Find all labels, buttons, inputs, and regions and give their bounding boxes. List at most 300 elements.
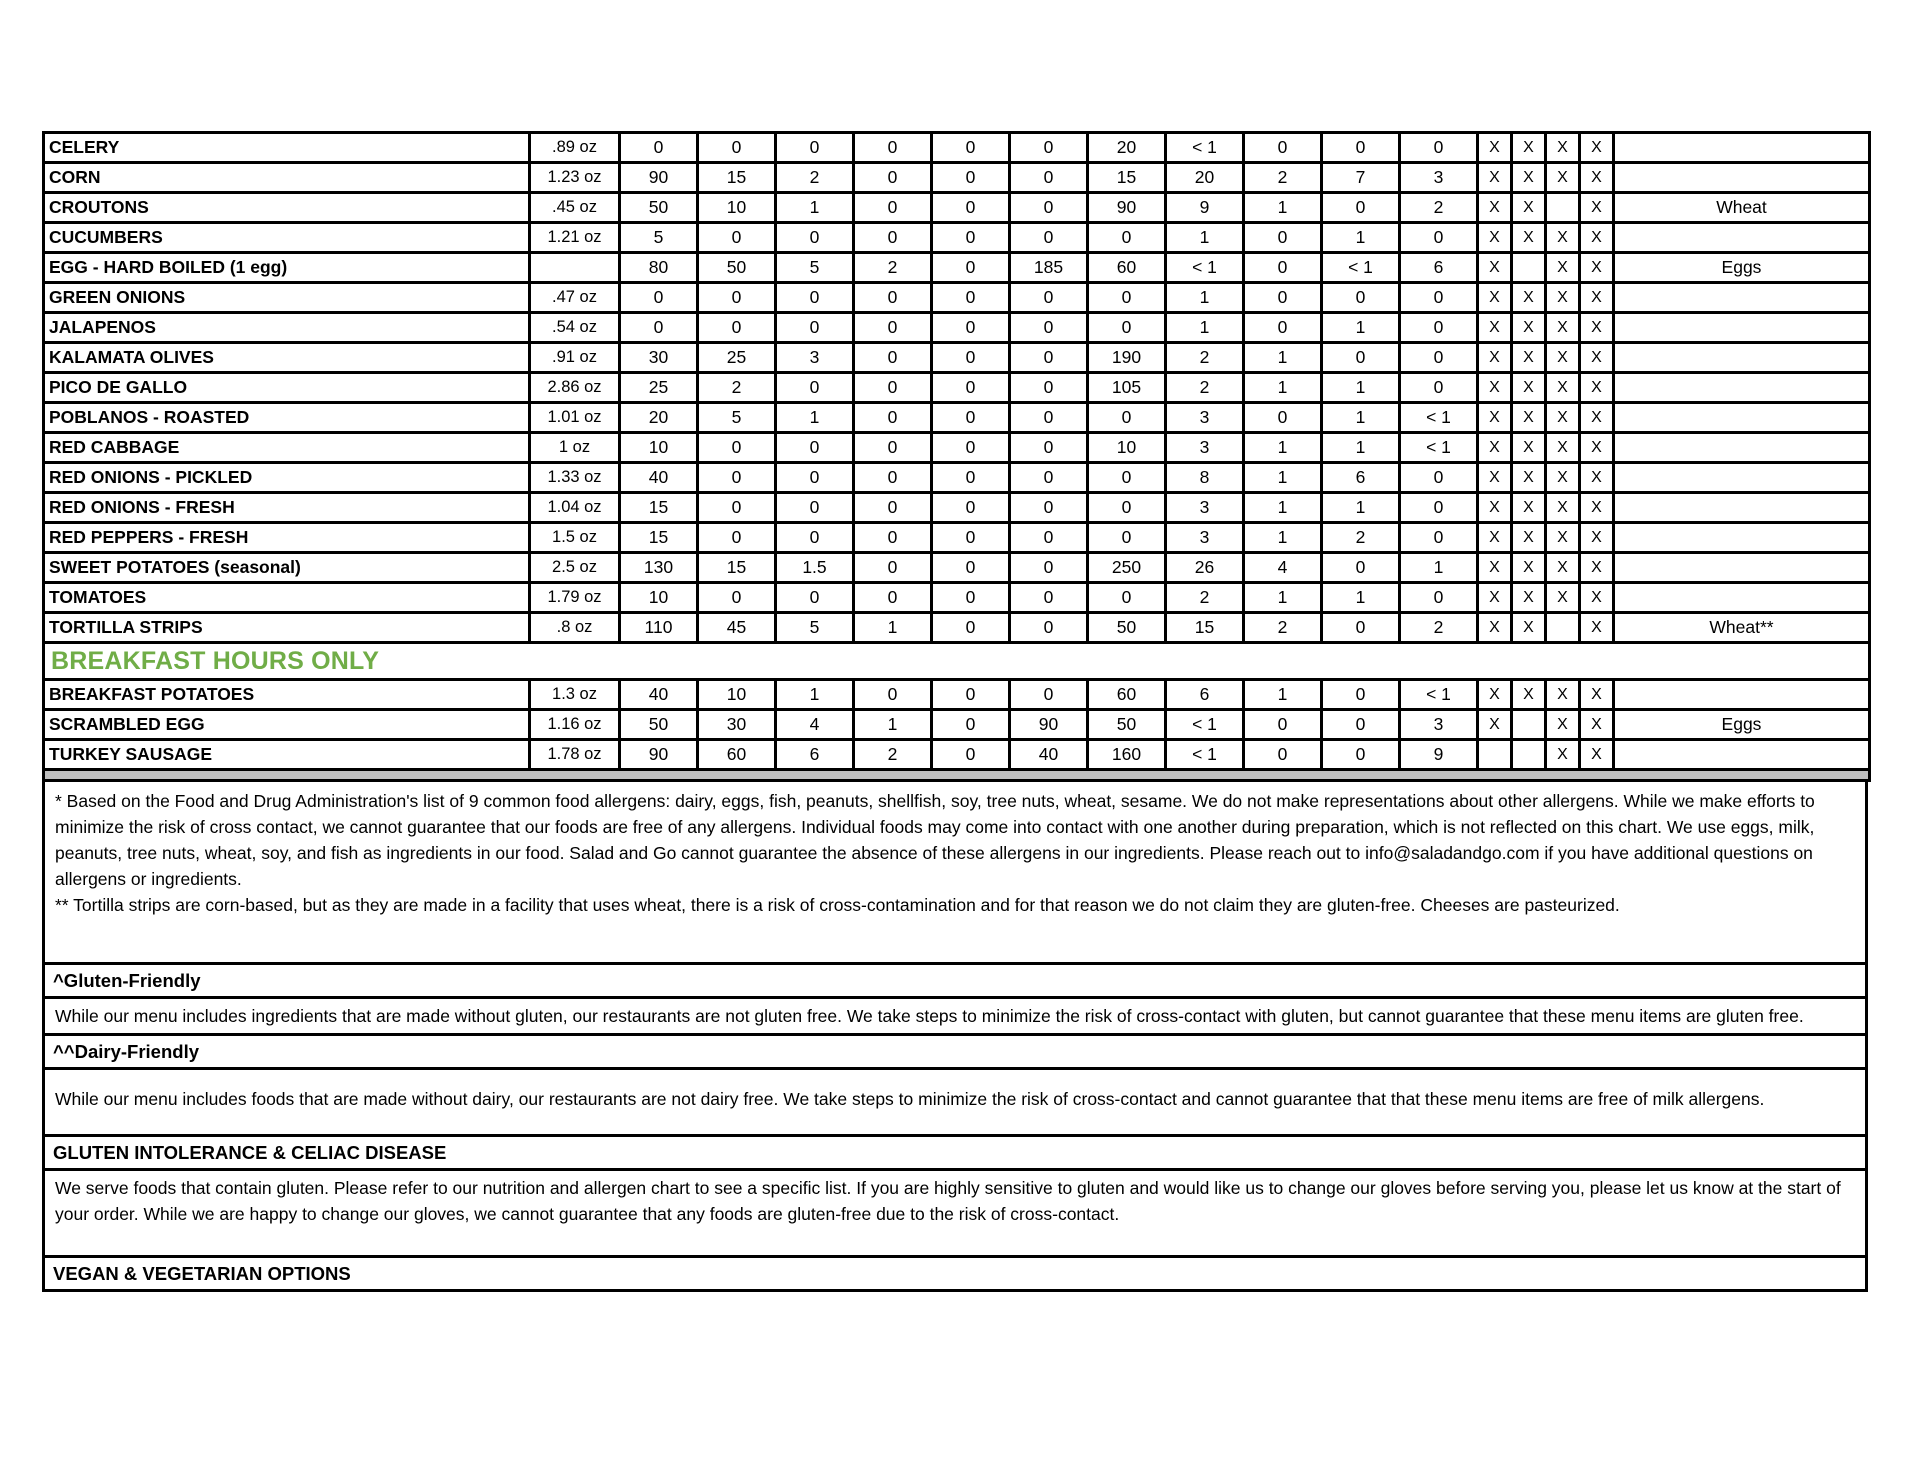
nutrition-value: 5 [776, 253, 854, 283]
nutrition-value: 4 [1244, 553, 1322, 583]
nutrition-value: 15 [1088, 163, 1166, 193]
nutrition-value: 0 [1322, 193, 1400, 223]
nutrition-value: 0 [1010, 343, 1088, 373]
diet-mark: X [1478, 463, 1512, 493]
nutrition-value: 15 [1166, 613, 1244, 643]
tortilla-strips-note: ** Tortilla strips are corn-based, but as they are made in a facility that uses wheat, there is a risk of cross-contamination and for that reason we do not claim they are gluten-free. Cheeses are pasteurized. [55, 895, 1620, 915]
nutrition-value: 0 [854, 463, 932, 493]
table-row [44, 193, 1870, 223]
nutrition-value: 0 [776, 283, 854, 313]
nutrition-value: 0 [932, 740, 1010, 770]
nutrition-value: 0 [1400, 223, 1478, 253]
serving-size: 1.3 oz [530, 680, 620, 710]
diet-mark: X [1512, 680, 1546, 710]
nutrition-value: 1 [1322, 403, 1400, 433]
allergen-note: Eggs [1614, 710, 1870, 740]
nutrition-value: 0 [698, 583, 776, 613]
ingredient-name: CORN [44, 163, 530, 193]
nutrition-value: 0 [1244, 133, 1322, 163]
table-row [44, 223, 1870, 253]
diet-mark: X [1512, 493, 1546, 523]
nutrition-value: 0 [932, 133, 1010, 163]
diet-mark: X [1478, 223, 1512, 253]
allergen-note [1614, 283, 1870, 313]
nutrition-value: 1 [1322, 223, 1400, 253]
table-row [44, 163, 1870, 193]
nutrition-value: 30 [620, 343, 698, 373]
nutrition-value: 1 [1322, 583, 1400, 613]
diet-mark: X [1580, 223, 1614, 253]
nutrition-value: 0 [776, 493, 854, 523]
allergen-note [1614, 223, 1870, 253]
diet-mark: X [1546, 493, 1580, 523]
nutrition-value: 2 [1400, 193, 1478, 223]
ingredient-name: PICO DE GALLO [44, 373, 530, 403]
ingredient-name: JALAPENOS [44, 313, 530, 343]
nutrition-value: 3 [1166, 493, 1244, 523]
nutrition-value: 10 [1088, 433, 1166, 463]
nutrition-value: 0 [932, 343, 1010, 373]
diet-mark: X [1546, 463, 1580, 493]
nutrition-value: 90 [620, 740, 698, 770]
nutrition-value: 0 [1010, 553, 1088, 583]
dairy-friendly-heading: ^^Dairy-Friendly [42, 1033, 1868, 1070]
nutrition-value: 0 [854, 193, 932, 223]
nutrition-value: 60 [1088, 253, 1166, 283]
diet-mark: X [1512, 373, 1546, 403]
nutrition-value: 1 [1166, 283, 1244, 313]
nutrition-value: 0 [776, 433, 854, 463]
nutrition-value: 0 [854, 163, 932, 193]
nutrition-value: 0 [1322, 553, 1400, 583]
nutrition-value: 0 [1400, 583, 1478, 613]
table-row [44, 343, 1870, 373]
nutrition-value: 5 [776, 613, 854, 643]
allergen-note [1614, 163, 1870, 193]
nutrition-value: 60 [1088, 680, 1166, 710]
ingredient-name: EGG - HARD BOILED (1 egg) [44, 253, 530, 283]
nutrition-value: 0 [1322, 283, 1400, 313]
nutrition-value: 0 [1088, 523, 1166, 553]
nutrition-value: 0 [932, 680, 1010, 710]
nutrition-value: 0 [1010, 433, 1088, 463]
nutrition-value: 1 [1322, 433, 1400, 463]
nutrition-value: 0 [1010, 223, 1088, 253]
diet-mark: X [1512, 433, 1546, 463]
nutrition-value: 1 [1244, 343, 1322, 373]
nutrition-value: 0 [1322, 710, 1400, 740]
nutrition-value: 0 [1088, 463, 1166, 493]
diet-mark: X [1478, 313, 1512, 343]
diet-mark [1478, 740, 1512, 770]
nutrition-value: 90 [620, 163, 698, 193]
nutrition-value: 1 [776, 680, 854, 710]
nutrition-value: 0 [854, 553, 932, 583]
ingredient-name: RED ONIONS - FRESH [44, 493, 530, 523]
vegan-vegetarian-heading: VEGAN & VEGETARIAN OPTIONS [42, 1255, 1868, 1292]
allergen-note [1614, 373, 1870, 403]
nutrition-value: 1 [854, 613, 932, 643]
diet-mark: X [1478, 710, 1512, 740]
diet-mark: X [1512, 343, 1546, 373]
table-row [44, 283, 1870, 313]
nutrition-value: 0 [1322, 680, 1400, 710]
diet-mark: X [1580, 433, 1614, 463]
diet-mark [1512, 253, 1546, 283]
table-row [44, 433, 1870, 463]
nutrition-value: 50 [620, 710, 698, 740]
breakfast-section-header: BREAKFAST HOURS ONLY [44, 643, 1870, 680]
diet-mark: X [1580, 740, 1614, 770]
nutrition-value: 6 [1322, 463, 1400, 493]
serving-size: .45 oz [530, 193, 620, 223]
table-row [44, 553, 1870, 583]
table-row [44, 523, 1870, 553]
nutrition-value: 1 [1244, 493, 1322, 523]
allergen-note [1614, 740, 1870, 770]
diet-mark: X [1478, 583, 1512, 613]
diet-mark: X [1546, 373, 1580, 403]
ingredient-name: POBLANOS - ROASTED [44, 403, 530, 433]
nutrition-value: 0 [1010, 283, 1088, 313]
nutrition-value: 1 [1322, 493, 1400, 523]
nutrition-value: 10 [620, 583, 698, 613]
nutrition-value: 0 [1010, 680, 1088, 710]
breakfast-rows [44, 680, 1870, 770]
fda-allergen-note: * Based on the Food and Drug Administration's list of 9 common food allergens: dairy, eggs, fish, peanuts, shellfish, soy, tree nuts, wheat, sesame. We do not make representations about other allergens. While we make efforts to minimize the risk of cross contact, we cannot guarantee that our foods are free of any allergens. Individual foods may come into contact with one another during preparation, which is not reflected on this chart. We use eggs, milk, peanuts, tree nuts, wheat, soy, and fish as ingredients in our food. Salad and Go cannot guarantee the absence of these allergens in our ingredients. Please reach out to info@saladandgo.com if you have additional questions on allergens or ingredients. [55, 791, 1815, 889]
nutrition-value: 3 [776, 343, 854, 373]
nutrition-value: 2 [1166, 583, 1244, 613]
nutrition-value: 0 [1244, 253, 1322, 283]
nutrition-value: 0 [1088, 403, 1166, 433]
nutrition-value: 90 [1088, 193, 1166, 223]
nutrition-value: 0 [1244, 403, 1322, 433]
diet-mark: X [1478, 433, 1512, 463]
nutrition-value: 0 [932, 553, 1010, 583]
diet-mark: X [1512, 193, 1546, 223]
diet-mark: X [1512, 283, 1546, 313]
diet-mark: X [1546, 283, 1580, 313]
nutrition-value: 3 [1166, 523, 1244, 553]
nutrition-value: 2 [1166, 343, 1244, 373]
table-row [44, 740, 1870, 770]
table-row [44, 403, 1870, 433]
allergen-note [1614, 463, 1870, 493]
table-row [44, 643, 1870, 680]
nutrition-value: 0 [1010, 523, 1088, 553]
nutrition-value: 1 [1244, 583, 1322, 613]
table-row [44, 133, 1870, 163]
diet-mark: X [1512, 223, 1546, 253]
allergen-note [1614, 133, 1870, 163]
nutrition-value: 2 [1166, 373, 1244, 403]
nutrition-value: 1 [1244, 680, 1322, 710]
nutrition-value: 6 [1400, 253, 1478, 283]
table-row [44, 253, 1870, 283]
nutrition-value: 0 [932, 523, 1010, 553]
diet-mark: X [1580, 193, 1614, 223]
serving-size: 1.01 oz [530, 403, 620, 433]
nutrition-value: 0 [1244, 313, 1322, 343]
diet-mark: X [1546, 710, 1580, 740]
nutrition-value: 15 [698, 553, 776, 583]
nutrition-value: 185 [1010, 253, 1088, 283]
diet-mark: X [1478, 373, 1512, 403]
nutrition-value: 15 [620, 493, 698, 523]
allergen-footnotes [42, 779, 1868, 965]
nutrition-value: 0 [776, 133, 854, 163]
ingredient-name: SCRAMBLED EGG [44, 710, 530, 740]
diet-mark: X [1478, 343, 1512, 373]
nutrition-value: 0 [1400, 463, 1478, 493]
nutrition-value: 1 [1244, 433, 1322, 463]
nutrition-value: 0 [1088, 493, 1166, 523]
nutrition-value: 40 [620, 463, 698, 493]
nutrition-value: 0 [1400, 343, 1478, 373]
nutrition-value: 26 [1166, 553, 1244, 583]
nutrition-value: 1 [1244, 523, 1322, 553]
nutrition-value: 1 [1166, 223, 1244, 253]
nutrition-value: 0 [932, 613, 1010, 643]
nutrition-value: 15 [620, 523, 698, 553]
nutrition-value: 0 [854, 493, 932, 523]
diet-mark: X [1580, 463, 1614, 493]
diet-mark: X [1546, 313, 1580, 343]
table-row [44, 613, 1870, 643]
nutrition-value: 8 [1166, 463, 1244, 493]
ingredient-name: RED PEPPERS - FRESH [44, 523, 530, 553]
nutrition-value: 0 [932, 313, 1010, 343]
nutrition-value: < 1 [1400, 403, 1478, 433]
diet-mark: X [1546, 433, 1580, 463]
nutrition-value: 5 [620, 223, 698, 253]
gluten-friendly-body: While our menu includes ingredients that are made without gluten, our restaurants are not gluten free. We take steps to minimize the risk of cross-contact with gluten, but cannot guarantee that these menu items are gluten free. [42, 996, 1868, 1036]
nutrition-value: 0 [854, 680, 932, 710]
diet-mark: X [1580, 553, 1614, 583]
nutrition-value: 80 [620, 253, 698, 283]
allergen-note [1614, 553, 1870, 583]
diet-mark: X [1580, 613, 1614, 643]
nutrition-value: 0 [1010, 493, 1088, 523]
nutrition-value: 0 [698, 493, 776, 523]
allergen-note: Wheat** [1614, 613, 1870, 643]
nutrition-value: 0 [854, 583, 932, 613]
nutrition-value: 0 [776, 373, 854, 403]
nutrition-value: 2 [1400, 613, 1478, 643]
nutrition-value: 2 [854, 253, 932, 283]
nutrition-value: 50 [1088, 710, 1166, 740]
diet-mark: X [1512, 463, 1546, 493]
nutrition-value: 9 [1400, 740, 1478, 770]
nutrition-value: 25 [620, 373, 698, 403]
nutrition-value: 0 [932, 223, 1010, 253]
table-row [44, 680, 1870, 710]
nutrition-value: 0 [698, 433, 776, 463]
nutrition-value: 3 [1400, 163, 1478, 193]
nutrition-value: 0 [1088, 223, 1166, 253]
diet-mark: X [1478, 283, 1512, 313]
allergen-note: Wheat [1614, 193, 1870, 223]
nutrition-value: 3 [1166, 403, 1244, 433]
diet-mark: X [1546, 133, 1580, 163]
nutrition-value: 1 [1244, 193, 1322, 223]
serving-size: 2.86 oz [530, 373, 620, 403]
diet-mark: X [1546, 583, 1580, 613]
allergen-note [1614, 313, 1870, 343]
diet-mark: X [1546, 553, 1580, 583]
allergen-note [1614, 343, 1870, 373]
nutrition-value: < 1 [1322, 253, 1400, 283]
diet-mark: X [1546, 740, 1580, 770]
nutrition-value: 0 [932, 283, 1010, 313]
allergen-note [1614, 433, 1870, 463]
nutrition-value: 1 [1400, 553, 1478, 583]
ingredient-name: CROUTONS [44, 193, 530, 223]
nutrition-value: 1 [1322, 313, 1400, 343]
nutrition-value: 0 [1010, 403, 1088, 433]
nutrition-value: 2 [698, 373, 776, 403]
nutrition-value: 0 [1322, 740, 1400, 770]
diet-mark [1512, 710, 1546, 740]
nutrition-value: 15 [698, 163, 776, 193]
nutrition-value: 0 [854, 433, 932, 463]
ingredients-table [42, 131, 1871, 782]
nutrition-value: 0 [1400, 373, 1478, 403]
nutrition-value: 40 [620, 680, 698, 710]
ingredient-name: RED CABBAGE [44, 433, 530, 463]
nutrition-value: 1 [1244, 373, 1322, 403]
diet-mark: X [1512, 583, 1546, 613]
diet-mark: X [1580, 403, 1614, 433]
allergen-note [1614, 493, 1870, 523]
nutrition-value: 0 [854, 523, 932, 553]
diet-mark: X [1580, 163, 1614, 193]
nutrition-value: 0 [854, 133, 932, 163]
nutrition-value: 0 [932, 403, 1010, 433]
serving-size: 1 oz [530, 433, 620, 463]
serving-size: .47 oz [530, 283, 620, 313]
nutrition-value: 0 [1400, 493, 1478, 523]
nutrition-value: 0 [1010, 613, 1088, 643]
nutrition-value: 0 [698, 223, 776, 253]
ingredient-name: SWEET POTATOES (seasonal) [44, 553, 530, 583]
nutrition-value: < 1 [1400, 433, 1478, 463]
celiac-heading: GLUTEN INTOLERANCE & CELIAC DISEASE [42, 1134, 1868, 1171]
diet-mark: X [1478, 613, 1512, 643]
diet-mark: X [1546, 403, 1580, 433]
nutrition-value: < 1 [1166, 710, 1244, 740]
nutrition-value: 0 [1322, 343, 1400, 373]
diet-mark: X [1580, 373, 1614, 403]
nutrition-value: 20 [1166, 163, 1244, 193]
allergen-note [1614, 403, 1870, 433]
nutrition-value: 0 [1244, 223, 1322, 253]
nutrition-value: 0 [1010, 373, 1088, 403]
diet-mark: X [1546, 680, 1580, 710]
nutrition-value: 1 [776, 193, 854, 223]
nutrition-value: 0 [698, 313, 776, 343]
nutrition-value: 0 [1010, 583, 1088, 613]
nutrition-value: 0 [932, 583, 1010, 613]
nutrition-value: 0 [932, 493, 1010, 523]
diet-mark: X [1580, 133, 1614, 163]
nutrition-value: 2 [1244, 163, 1322, 193]
breakfast-section [44, 643, 1870, 680]
nutrition-value: 30 [698, 710, 776, 740]
nutrition-value: 105 [1088, 373, 1166, 403]
nutrition-value: 0 [932, 433, 1010, 463]
nutrition-value: 2 [854, 740, 932, 770]
allergen-note [1614, 583, 1870, 613]
diet-mark: X [1512, 133, 1546, 163]
nutrition-value: 0 [776, 583, 854, 613]
nutrition-value: 0 [1088, 313, 1166, 343]
nutrition-value: 0 [620, 283, 698, 313]
diet-mark: X [1512, 553, 1546, 583]
serving-size: 1.21 oz [530, 223, 620, 253]
nutrition-value: 0 [1010, 313, 1088, 343]
nutrition-value: 250 [1088, 553, 1166, 583]
ingredient-name: CUCUMBERS [44, 223, 530, 253]
diet-mark: X [1580, 583, 1614, 613]
table-row [44, 373, 1870, 403]
serving-size: 2.5 oz [530, 553, 620, 583]
nutrition-value: 4 [776, 710, 854, 740]
nutrition-value: 0 [854, 403, 932, 433]
nutrition-value: 0 [932, 163, 1010, 193]
sheet-content [42, 131, 1868, 1292]
nutrition-value: 50 [1088, 613, 1166, 643]
nutrition-value: 0 [1322, 613, 1400, 643]
nutrition-value: 190 [1088, 343, 1166, 373]
nutrition-value: 0 [698, 463, 776, 493]
nutrition-value: 1 [1166, 313, 1244, 343]
serving-size: .54 oz [530, 313, 620, 343]
nutrition-value: 0 [932, 710, 1010, 740]
nutrition-value: 0 [698, 133, 776, 163]
diet-mark [1546, 613, 1580, 643]
allergen-note [1614, 680, 1870, 710]
diet-mark: X [1580, 710, 1614, 740]
nutrition-value: 0 [1088, 283, 1166, 313]
diet-mark: X [1580, 680, 1614, 710]
serving-size: 1.5 oz [530, 523, 620, 553]
nutrition-value: < 1 [1166, 740, 1244, 770]
table-row [44, 463, 1870, 493]
nutrition-value: 3 [1400, 710, 1478, 740]
nutrition-value: 0 [620, 133, 698, 163]
table-row [44, 313, 1870, 343]
diet-mark: X [1546, 523, 1580, 553]
nutrition-value: 0 [776, 313, 854, 343]
nutrition-value: 20 [620, 403, 698, 433]
serving-size: 1.79 oz [530, 583, 620, 613]
nutrition-value: 0 [1244, 710, 1322, 740]
serving-size: .89 oz [530, 133, 620, 163]
ingredient-rows [44, 133, 1870, 643]
serving-size [530, 253, 620, 283]
nutrition-value: 0 [1322, 133, 1400, 163]
nutrition-value: 0 [854, 373, 932, 403]
ingredient-name: GREEN ONIONS [44, 283, 530, 313]
nutrition-value: 0 [854, 343, 932, 373]
serving-size: 1.33 oz [530, 463, 620, 493]
diet-mark: X [1478, 493, 1512, 523]
nutrition-value: 0 [854, 313, 932, 343]
ingredient-name: CELERY [44, 133, 530, 163]
nutrition-value: 6 [1166, 680, 1244, 710]
nutrition-value: 0 [854, 223, 932, 253]
